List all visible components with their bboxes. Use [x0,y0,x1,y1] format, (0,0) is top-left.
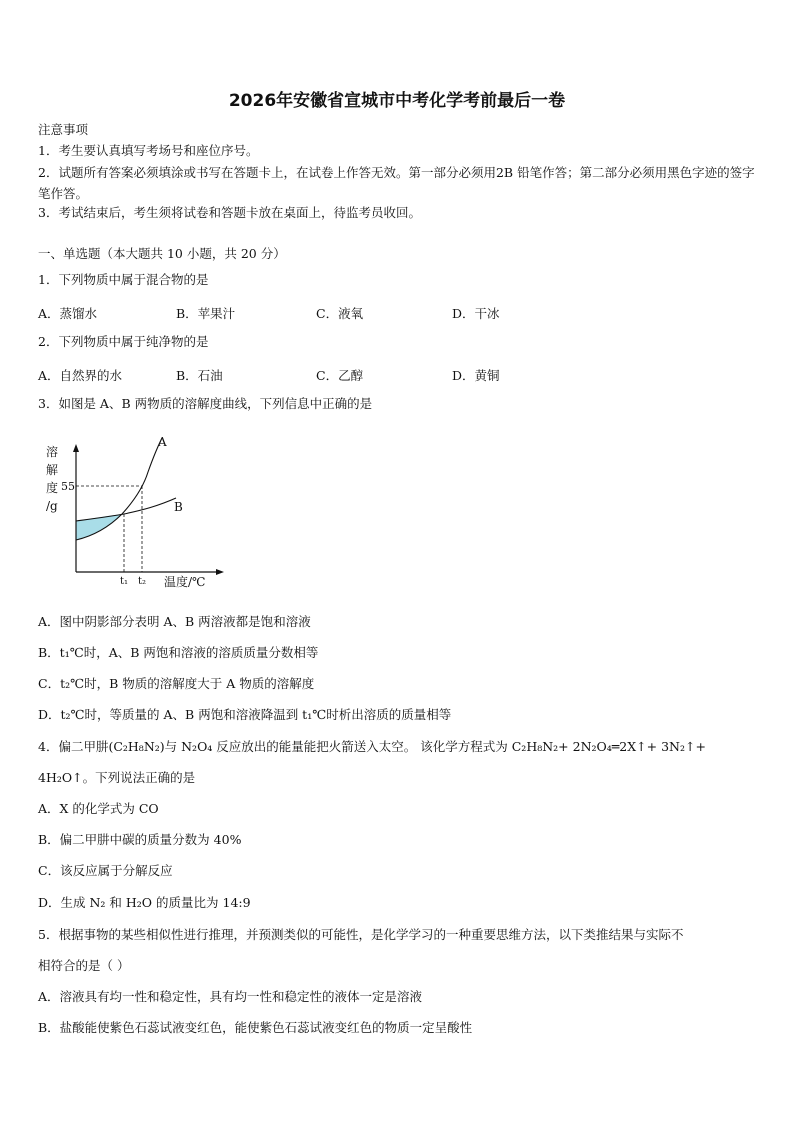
x-axis-arrow-icon [216,569,224,575]
q4-option-b: B．偏二甲肼中碳的质量分数为 40% [38,832,242,847]
ylabel-line-2: 解 [46,463,59,477]
notice-item-3: 3．考试结束后，考生须将试卷和答题卡放在桌面上，待监考员收回。 [38,205,421,220]
q1-option-d: D．干冰 [452,306,500,321]
curve-b-label: B [174,500,183,514]
q2-option-d: D．黄铜 [452,368,500,383]
solubility-graph [38,430,238,595]
section-heading: 一、单选题（本大题共 10 小题，共 20 分） [38,246,286,261]
q5-stem-line-2: 相符合的是（ ） [38,958,130,973]
notice-item-2: 2．试题所有答案必须填涂或书写在答题卡上，在试卷上作答无效。第一部分必须用2B 铅笔作答；第二部分必须用黑色字迹的签字笔作答。 [38,165,755,201]
page-title: 2026年安徽省宣城市中考化学考前最后一卷 [228,91,566,111]
q1-option-b: B．苹果汁 [176,306,236,321]
x-axis-label: 温度/℃ [164,575,206,589]
q3-option-b: B．t₁℃时，A、B 两饱和溶液的溶质质量分数相等 [38,645,319,660]
q3-stem: 3．如图是 A、B 两物质的溶解度曲线，下列信息中正确的是 [38,396,373,411]
q5-stem-line-1: 5．根据事物的某些相似性进行推理，并预测类似的可能性，是化学学习的一种重要思维方法，以下类推结果与实际不 [38,927,684,942]
q4-stem-line-2: 4H₂O↑。下列说法正确的是 [38,770,196,785]
ylabel-line-1: 溶 [46,445,59,459]
q1-option-a: A．蒸馏水 [38,306,98,321]
curve-a-label: A [158,435,167,449]
q1-stem: 1．下列物质中属于混合物的是 [38,272,209,287]
q2-stem: 2．下列物质中属于纯净物的是 [38,334,209,349]
notice-heading: 注意事项 [38,122,89,137]
q3-option-a: A．图中阴影部分表明 A、B 两溶液都是饱和溶液 [38,614,311,629]
q5-option-a: A．溶液具有均一性和稳定性，具有均一性和稳定性的液体一定是溶液 [38,989,423,1004]
y-tick-55: 55 [61,480,75,493]
q4-option-d: D．生成 N₂ 和 H₂O 的质量比为 14:9 [38,895,251,910]
q4-option-a: A．X 的化学式为 CO [38,801,159,816]
q4-stem-line-1: 4．偏二甲肼(C₂H₈N₂)与 N₂O₄ 反应放出的能量能把火箭送入太空。 该化学方程式为 C₂H₈N₂+ 2N₂O₄═2X↑+ 3N₂↑+ [38,739,706,754]
y-axis-arrow-icon [73,444,79,452]
q1-option-c: C．液氧 [316,306,364,321]
q2-option-c: C．乙醇 [316,368,364,383]
x-tick-t1: t₁ [120,576,129,587]
q3-option-d: D．t₂℃时，等质量的 A、B 两饱和溶液降温到 t₁℃时析出溶质的质量相等 [38,707,452,722]
q5-option-b: B．盐酸能使紫色石蕊试液变红色，能使紫色石蕊试液变红色的物质一定呈酸性 [38,1020,473,1035]
q2-option-a: A．自然界的水 [38,368,123,383]
q2-option-b: B．石油 [176,368,223,383]
q3-option-c: C．t₂℃时，B 物质的溶解度大于 A 物质的溶解度 [38,676,315,691]
notice-item-1: 1．考生要认真填写考场号和座位序号。 [38,143,259,158]
ylabel-line-3: 度 [46,481,59,495]
ylabel-line-4: /g [46,499,58,513]
q4-option-c: C．该反应属于分解反应 [38,863,173,878]
x-tick-t2: t₂ [138,576,147,587]
